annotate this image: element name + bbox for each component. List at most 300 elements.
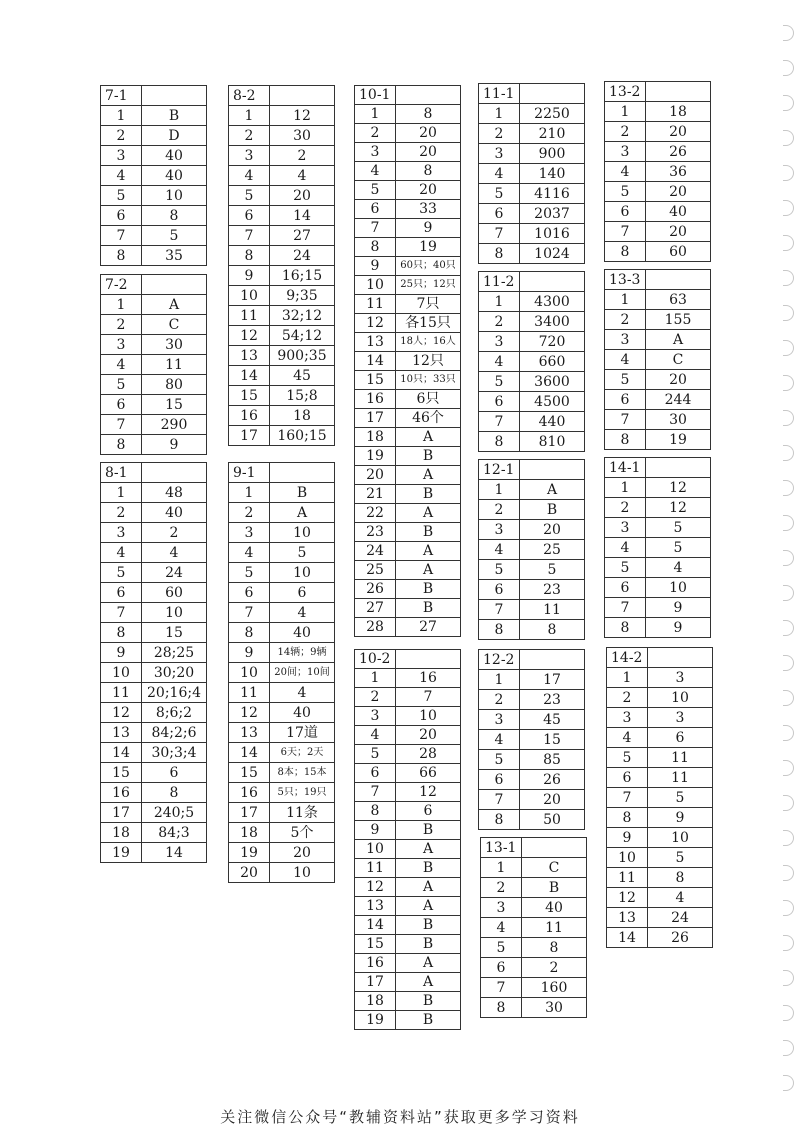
question-number: 10 [229, 286, 270, 306]
question-number: 19 [101, 843, 142, 863]
answer-value: 30 [142, 335, 207, 355]
answer-value: B [396, 1011, 461, 1030]
question-number: 7 [479, 224, 520, 244]
question-number: 17 [229, 803, 270, 823]
answer-value: 16;15 [270, 266, 335, 286]
question-number: 5 [605, 182, 646, 202]
question-number: 5 [607, 748, 648, 768]
question-number: 7 [229, 226, 270, 246]
answer-value: 10 [648, 688, 713, 708]
answer-value: 244 [646, 390, 711, 410]
question-number: 1 [605, 102, 646, 122]
answer-table [606, 647, 713, 948]
question-number: 16 [101, 783, 142, 803]
question-number: 7 [481, 978, 522, 998]
answer-value: 20 [646, 122, 711, 142]
answer-value: 720 [520, 332, 585, 352]
answer-value: 20 [646, 222, 711, 242]
question-number: 9 [355, 257, 396, 276]
answer-value: 19 [646, 430, 711, 450]
answer-value: 8 [396, 105, 461, 124]
question-number: 7 [479, 412, 520, 432]
binder-ring [783, 1005, 794, 1021]
question-number: 5 [481, 938, 522, 958]
question-number: 15 [355, 935, 396, 954]
answer-value: 26 [646, 142, 711, 162]
question-number: 2 [355, 688, 396, 707]
answer-table [354, 85, 461, 637]
answer-value: B [396, 485, 461, 504]
table-title: 7-1 [101, 86, 142, 106]
binder-ring [783, 515, 794, 531]
question-number: 1 [355, 105, 396, 124]
answer-value: A [646, 330, 711, 350]
answer-table [478, 83, 585, 264]
question-number: 14 [355, 916, 396, 935]
binder-ring [783, 900, 794, 916]
question-number: 22 [355, 504, 396, 523]
question-number: 14 [355, 352, 396, 371]
question-number: 5 [479, 560, 520, 580]
answer-value: 45 [520, 710, 585, 730]
question-number: 3 [355, 143, 396, 162]
answer-value: 3400 [520, 312, 585, 332]
question-number: 14 [229, 743, 270, 763]
answer-value: 140 [520, 164, 585, 184]
binder-ring [783, 200, 794, 216]
question-number: 13 [355, 333, 396, 352]
table-title: 10-2 [355, 650, 396, 669]
question-number: 1 [479, 104, 520, 124]
answer-value: B [396, 447, 461, 466]
question-number: 1 [355, 669, 396, 688]
answer-value: 5 [520, 560, 585, 580]
answer-value: 4 [142, 543, 207, 563]
answer-table [100, 85, 207, 266]
question-number: 6 [229, 583, 270, 603]
binder-ring [783, 865, 794, 881]
answer-value: C [142, 315, 207, 335]
answer-value: 5 [646, 538, 711, 558]
question-number: 6 [605, 390, 646, 410]
question-number: 6 [355, 764, 396, 783]
answer-value: B [396, 992, 461, 1011]
question-number: 5 [479, 184, 520, 204]
question-number: 2 [101, 315, 142, 335]
answer-value: A [396, 840, 461, 859]
binder-ring [783, 445, 794, 461]
question-number: 8 [101, 623, 142, 643]
question-number: 7 [101, 603, 142, 623]
question-number: 10 [229, 663, 270, 683]
answer-value: A [270, 503, 335, 523]
question-number: 1 [229, 106, 270, 126]
question-number: 2 [229, 503, 270, 523]
binder-ring [783, 235, 794, 251]
answer-value: 9 [396, 219, 461, 238]
answer-value: 5个 [270, 823, 335, 843]
answer-table [480, 837, 587, 1018]
question-number: 4 [101, 543, 142, 563]
answer-value: 84;2;6 [142, 723, 207, 743]
question-number: 3 [481, 898, 522, 918]
answer-value: 5 [646, 518, 711, 538]
question-number: 8 [479, 244, 520, 264]
question-number: 6 [479, 392, 520, 412]
table-title: 8-2 [229, 86, 270, 106]
question-number: 9 [607, 828, 648, 848]
question-number: 11 [607, 868, 648, 888]
question-number: 11 [101, 683, 142, 703]
question-number: 17 [355, 409, 396, 428]
answer-value: B [396, 916, 461, 935]
question-number: 11 [355, 859, 396, 878]
binder-ring [783, 620, 794, 636]
question-number: 6 [479, 204, 520, 224]
answer-value: 30 [270, 126, 335, 146]
binder-ring [783, 130, 794, 146]
question-number: 1 [605, 478, 646, 498]
answer-value: 10 [270, 523, 335, 543]
answer-value: 15 [520, 730, 585, 750]
answer-value: A [520, 480, 585, 500]
answer-value: 6只 [396, 390, 461, 409]
question-number: 17 [101, 803, 142, 823]
answer-value: 80 [142, 375, 207, 395]
question-number: 5 [479, 750, 520, 770]
answer-value: 66 [396, 764, 461, 783]
table-title: 9-1 [229, 463, 270, 483]
answer-value: 6 [270, 583, 335, 603]
answer-table [478, 271, 585, 452]
answer-value: 11条 [270, 803, 335, 823]
question-number: 18 [355, 992, 396, 1011]
question-number: 19 [229, 843, 270, 863]
question-number: 10 [101, 663, 142, 683]
answer-value: 24 [270, 246, 335, 266]
binder-ring [783, 585, 794, 601]
binder-ring [783, 410, 794, 426]
question-number: 7 [605, 598, 646, 618]
question-number: 3 [229, 523, 270, 543]
answer-value: 48 [142, 483, 207, 503]
footer-note: 关注微信公众号“教辅资料站”获取更多学习资料 [220, 1108, 580, 1126]
answer-value: 2250 [520, 104, 585, 124]
question-number: 3 [607, 708, 648, 728]
question-number: 9 [229, 643, 270, 663]
answer-value: 20 [270, 843, 335, 863]
answer-value: 5 [648, 788, 713, 808]
answer-value: 8 [648, 868, 713, 888]
question-number: 2 [479, 124, 520, 144]
question-number: 7 [101, 226, 142, 246]
answer-value: 33 [396, 200, 461, 219]
question-number: 1 [479, 670, 520, 690]
question-number: 4 [479, 540, 520, 560]
answer-value: 40 [270, 623, 335, 643]
answer-value: 4300 [520, 292, 585, 312]
answer-value: 16 [396, 669, 461, 688]
answer-value: 24 [142, 563, 207, 583]
answer-value: 17道 [270, 723, 335, 743]
answer-value: 10 [142, 603, 207, 623]
question-number: 3 [101, 523, 142, 543]
question-number: 21 [355, 485, 396, 504]
answer-value: 11 [648, 768, 713, 788]
question-number: 1 [479, 292, 520, 312]
binder-ring [783, 760, 794, 776]
question-number: 8 [229, 246, 270, 266]
question-number: 17 [229, 426, 270, 446]
answer-table [228, 462, 335, 883]
question-number: 5 [355, 181, 396, 200]
answer-value: B [396, 599, 461, 618]
question-number: 6 [479, 770, 520, 790]
question-number: 4 [355, 162, 396, 181]
answer-table [604, 457, 711, 638]
question-number: 5 [101, 563, 142, 583]
question-number: 7 [605, 222, 646, 242]
question-number: 13 [229, 346, 270, 366]
question-number: 9 [229, 266, 270, 286]
answer-table [478, 649, 585, 830]
answer-value: 5 [142, 226, 207, 246]
table-title: 14-2 [607, 648, 648, 668]
question-number: 7 [479, 790, 520, 810]
answer-value: A [396, 878, 461, 897]
answer-value: 40 [142, 503, 207, 523]
question-number: 27 [355, 599, 396, 618]
answer-value: 15 [142, 395, 207, 415]
answer-value: 8 [142, 206, 207, 226]
question-number: 14 [101, 743, 142, 763]
answer-value: 54;12 [270, 326, 335, 346]
answer-value: 8 [142, 783, 207, 803]
question-number: 25 [355, 561, 396, 580]
answer-value: 290 [142, 415, 207, 435]
binder-ring [783, 690, 794, 706]
answer-value: 24 [648, 908, 713, 928]
answer-value: 1024 [520, 244, 585, 264]
question-number: 1 [607, 668, 648, 688]
answer-value: 8 [396, 162, 461, 181]
question-number: 6 [101, 206, 142, 226]
binder-ring [783, 270, 794, 286]
answer-value: 40 [142, 146, 207, 166]
answer-value: 20 [396, 143, 461, 162]
answer-value: 9 [646, 618, 711, 638]
answer-value: 19 [396, 238, 461, 257]
question-number: 28 [355, 618, 396, 637]
answer-value: B [396, 935, 461, 954]
answer-value: 18人；16人 [396, 333, 461, 352]
question-number: 6 [101, 583, 142, 603]
question-number: 16 [229, 783, 270, 803]
answer-value: 6 [396, 802, 461, 821]
question-number: 9 [355, 821, 396, 840]
answer-value: 660 [520, 352, 585, 372]
question-number: 5 [605, 558, 646, 578]
table-title: 10-1 [355, 86, 396, 105]
question-number: 8 [479, 810, 520, 830]
answer-value: 27 [396, 618, 461, 637]
answer-value: 7只 [396, 295, 461, 314]
question-number: 13 [101, 723, 142, 743]
answer-value: 28 [396, 745, 461, 764]
question-number: 7 [355, 219, 396, 238]
question-number: 5 [101, 375, 142, 395]
answer-value: 160;15 [270, 426, 335, 446]
question-number: 7 [229, 603, 270, 623]
question-number: 8 [605, 618, 646, 638]
question-number: 8 [229, 623, 270, 643]
answer-table [100, 462, 207, 863]
answer-value: 240;5 [142, 803, 207, 823]
answer-value: 3 [648, 668, 713, 688]
answer-value: 9 [142, 435, 207, 455]
question-number: 3 [101, 335, 142, 355]
question-number: 10 [355, 276, 396, 295]
answer-value: C [646, 350, 711, 370]
answer-value: 11 [142, 355, 207, 375]
table-title: 7-2 [101, 275, 142, 295]
question-number: 8 [481, 998, 522, 1018]
question-number: 8 [607, 808, 648, 828]
table-title: 11-2 [479, 272, 520, 292]
question-number: 12 [229, 326, 270, 346]
answer-value: 900 [520, 144, 585, 164]
answer-value: 18 [270, 406, 335, 426]
answer-value: 14 [142, 843, 207, 863]
answer-value: B [142, 106, 207, 126]
question-number: 6 [605, 202, 646, 222]
question-number: 12 [355, 314, 396, 333]
question-number: 1 [101, 295, 142, 315]
table-title: 12-1 [479, 460, 520, 480]
answer-value: 4 [270, 603, 335, 623]
answer-value: 8本；15本 [270, 763, 335, 783]
answer-value: 9 [648, 808, 713, 828]
answer-value: 11 [648, 748, 713, 768]
answer-value: 7 [396, 688, 461, 707]
question-number: 2 [355, 124, 396, 143]
question-number: 6 [101, 395, 142, 415]
answer-value: 10 [646, 578, 711, 598]
question-number: 5 [605, 370, 646, 390]
question-number: 15 [101, 763, 142, 783]
question-number: 8 [479, 432, 520, 452]
question-number: 14 [229, 366, 270, 386]
question-number: 8 [355, 802, 396, 821]
question-number: 15 [229, 386, 270, 406]
answer-value: 10 [270, 863, 335, 883]
answer-value: 210 [520, 124, 585, 144]
table-title: 13-2 [605, 82, 646, 102]
question-number: 6 [355, 200, 396, 219]
binder-ring [783, 60, 794, 76]
question-number: 1 [479, 480, 520, 500]
binder-ring [783, 795, 794, 811]
question-number: 16 [355, 390, 396, 409]
question-number: 4 [479, 352, 520, 372]
answer-value: 10 [270, 563, 335, 583]
answer-value: A [396, 973, 461, 992]
question-number: 2 [607, 688, 648, 708]
answer-value: 10 [648, 828, 713, 848]
question-number: 6 [479, 580, 520, 600]
question-number: 5 [355, 745, 396, 764]
answer-value: 11 [520, 600, 585, 620]
answer-value: 25 [520, 540, 585, 560]
table-title: 12-2 [479, 650, 520, 670]
answer-value: 20 [646, 370, 711, 390]
question-number: 4 [605, 162, 646, 182]
answer-value: 84;3 [142, 823, 207, 843]
answer-value: 9;35 [270, 286, 335, 306]
question-number: 8 [479, 620, 520, 640]
question-number: 2 [479, 312, 520, 332]
question-number: 4 [605, 350, 646, 370]
question-number: 5 [229, 563, 270, 583]
answer-value: 63 [646, 290, 711, 310]
answer-table [604, 81, 711, 262]
question-number: 15 [355, 371, 396, 390]
answer-value: 20;16;4 [142, 683, 207, 703]
answer-value: B [520, 500, 585, 520]
question-number: 6 [607, 768, 648, 788]
answer-value: 50 [520, 810, 585, 830]
question-number: 7 [607, 788, 648, 808]
question-number: 6 [605, 578, 646, 598]
answer-value: 46个 [396, 409, 461, 428]
question-number: 4 [101, 355, 142, 375]
question-number: 20 [229, 863, 270, 883]
answer-value: 60 [646, 242, 711, 262]
question-number: 1 [101, 483, 142, 503]
answer-value: 40 [522, 898, 587, 918]
answer-value: 60 [142, 583, 207, 603]
answer-value: 60只；40只 [396, 257, 461, 276]
answer-value: 23 [520, 690, 585, 710]
question-number: 3 [605, 142, 646, 162]
question-number: 3 [229, 146, 270, 166]
answer-table [354, 649, 461, 1030]
question-number: 11 [355, 295, 396, 314]
answer-value: 40 [270, 703, 335, 723]
answer-value: 12 [270, 106, 335, 126]
answer-value: 85 [520, 750, 585, 770]
question-number: 4 [229, 543, 270, 563]
answer-value: 8 [520, 620, 585, 640]
question-number: 13 [607, 908, 648, 928]
answer-value: 20 [520, 790, 585, 810]
answer-value: B [396, 523, 461, 542]
answer-value: 5 [270, 543, 335, 563]
answer-value: 440 [520, 412, 585, 432]
question-number: 3 [479, 520, 520, 540]
question-number: 4 [481, 918, 522, 938]
answer-value: A [396, 466, 461, 485]
question-number: 10 [355, 840, 396, 859]
question-number: 18 [101, 823, 142, 843]
answer-value: B [396, 821, 461, 840]
table-title: 11-1 [479, 84, 520, 104]
question-number: 2 [605, 122, 646, 142]
question-number: 18 [355, 428, 396, 447]
answer-value: 27 [270, 226, 335, 246]
question-number: 6 [229, 206, 270, 226]
question-number: 4 [355, 726, 396, 745]
